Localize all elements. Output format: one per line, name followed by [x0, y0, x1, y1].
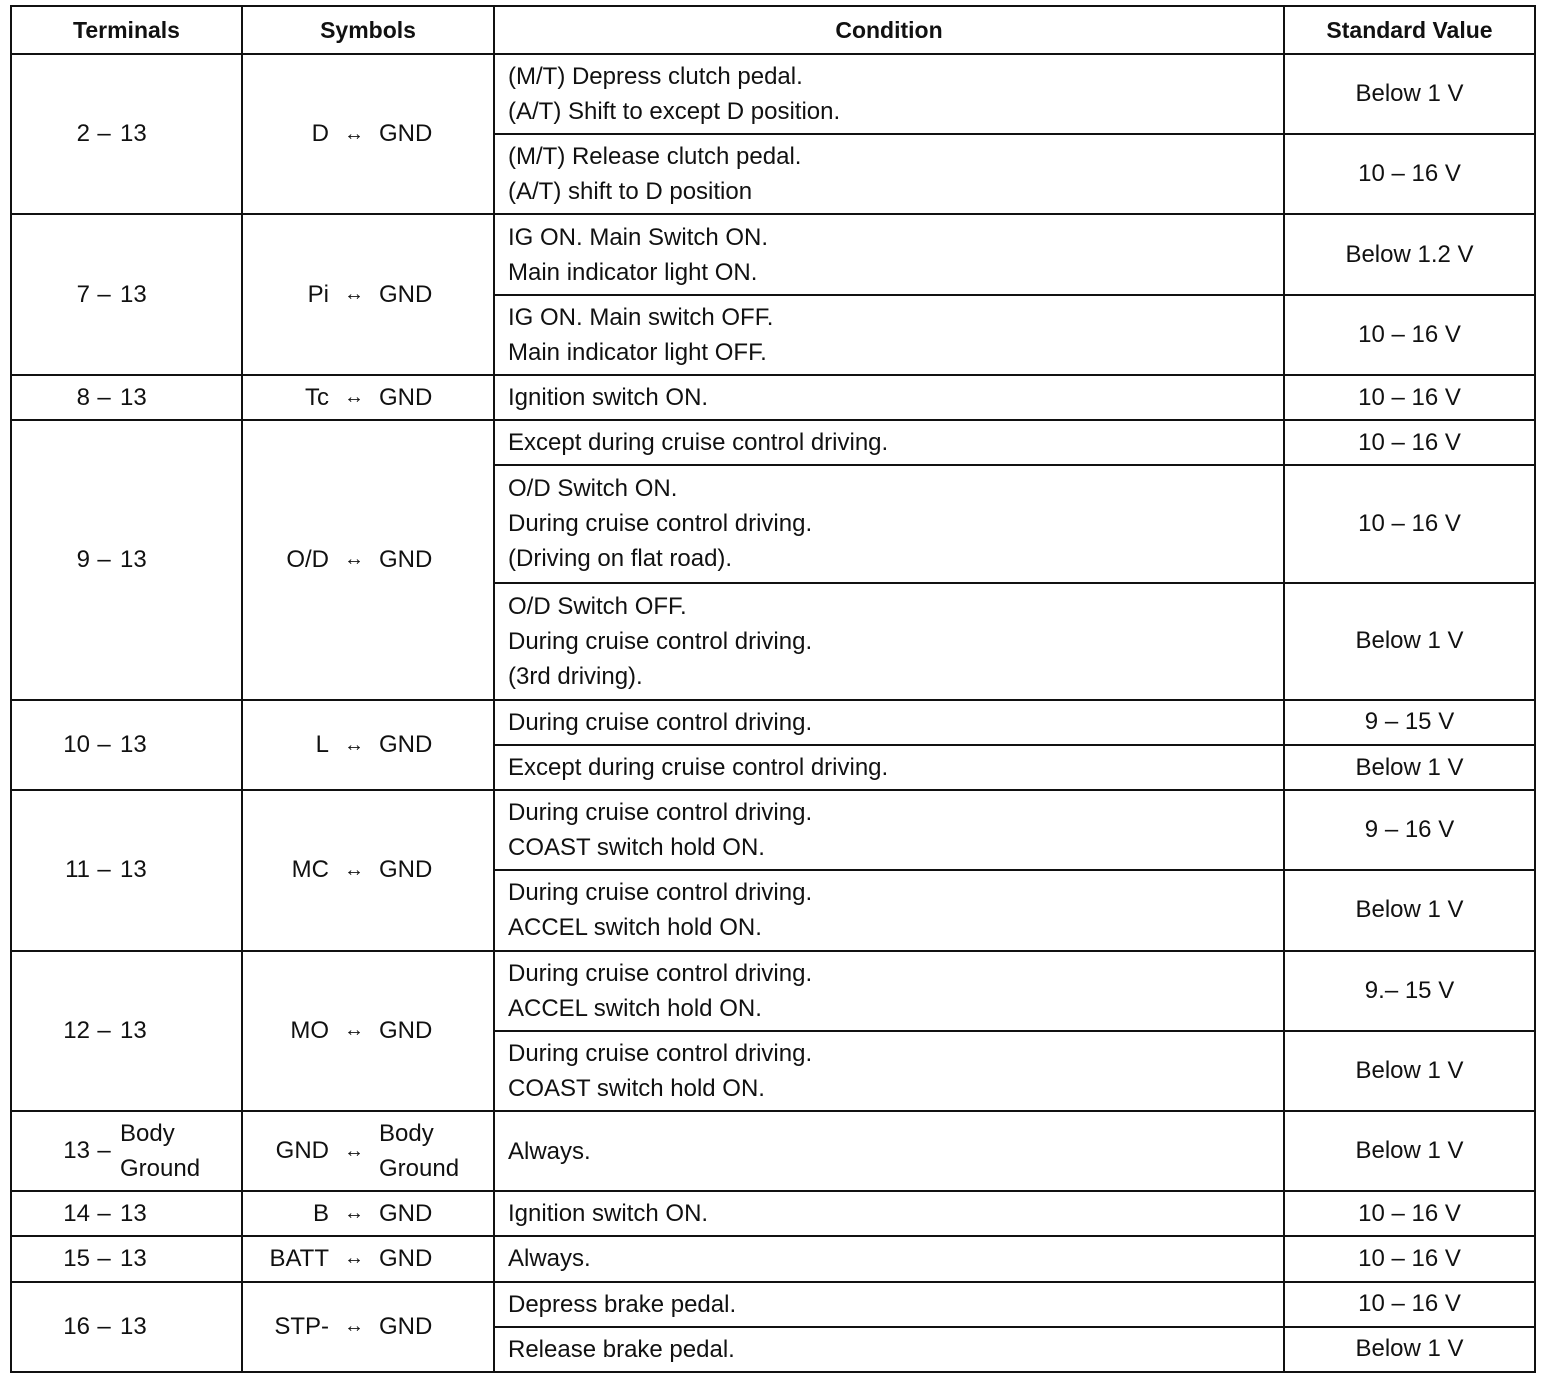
- header-terminals: Terminals: [11, 6, 242, 54]
- header-condition: Condition: [494, 6, 1284, 54]
- terminal-from: 16: [63, 1312, 90, 1340]
- symbols-wrap: [243, 384, 493, 412]
- terminal-from: 13: [63, 1137, 90, 1165]
- symbol-from: BATT: [269, 1244, 329, 1272]
- table-row: [11, 1191, 1535, 1236]
- table-row: [11, 214, 1535, 294]
- condition-line: IG ON. Main switch OFF.: [508, 303, 774, 331]
- terminal-to: 13: [120, 1199, 147, 1227]
- bidirectional-arrow-icon: ↔: [344, 1139, 364, 1162]
- symbol-to-text-word: Ground: [379, 1155, 460, 1183]
- condition-cell: [494, 745, 1284, 790]
- condition-line: Ignition switch ON.: [508, 1200, 709, 1228]
- symbols-wrap: [243, 731, 493, 759]
- terminals-wrap: [12, 856, 241, 884]
- standard-value-cell: Below 1 V: [1284, 870, 1535, 950]
- symbol-to: GND: [379, 383, 433, 411]
- symbol-to: GND: [379, 1312, 433, 1340]
- condition-line: Depress brake pedal.: [508, 1290, 737, 1318]
- terminals-cell: [11, 375, 242, 420]
- standard-value-cell: 9.– 15 V: [1284, 951, 1535, 1031]
- terminals-wrap: [12, 1245, 241, 1273]
- symbol-from: MC: [291, 856, 329, 884]
- condition-line: Always.: [508, 1245, 591, 1273]
- header-symbols: Symbols: [242, 6, 494, 54]
- terminal-dash: –: [97, 1244, 111, 1272]
- terminals-cell: [11, 1282, 242, 1372]
- terminal-dash: –: [97, 1312, 111, 1340]
- condition-cell: [494, 951, 1284, 1031]
- bidirectional-arrow-icon: ↔: [344, 1202, 364, 1225]
- symbols-wrap: [243, 1116, 493, 1186]
- standard-value-cell: Below 1 V: [1284, 583, 1535, 700]
- bidirectional-arrow-icon: ↔: [344, 733, 364, 756]
- condition-line: During cruise control driving.: [508, 708, 813, 736]
- condition-line: COAST switch hold ON.: [508, 1074, 765, 1102]
- terminals-wrap: [12, 1313, 241, 1341]
- bidirectional-arrow-icon: ↔: [344, 858, 364, 881]
- standard-value-cell: Below 1 V: [1284, 54, 1535, 134]
- condition-cell: [494, 54, 1284, 134]
- terminals-cell: [11, 1191, 242, 1236]
- terminal-to: 13: [120, 383, 147, 411]
- terminal-inspection-table: [10, 5, 1536, 1373]
- standard-value-cell: Below 1 V: [1284, 1327, 1535, 1372]
- terminals-wrap: [12, 120, 241, 148]
- symbols-wrap: [243, 546, 493, 574]
- standard-value-cell: Below 1 V: [1284, 1031, 1535, 1111]
- symbols-cell: [242, 790, 494, 950]
- condition-line: O/D Switch ON.: [508, 475, 678, 503]
- standard-value-cell: 10 – 16 V: [1284, 1191, 1535, 1236]
- terminal-from: 14: [63, 1199, 90, 1227]
- bidirectional-arrow-icon: ↔: [344, 1315, 364, 1338]
- table-row: [11, 1111, 1535, 1191]
- symbols-cell: [242, 700, 494, 790]
- condition-line: IG ON. Main Switch ON.: [508, 223, 769, 251]
- terminal-to-text: [120, 1116, 200, 1186]
- standard-value-cell: 10 – 16 V: [1284, 1236, 1535, 1281]
- condition-cell: [494, 420, 1284, 465]
- symbol-from: B: [312, 1199, 329, 1227]
- symbol-to: [379, 1116, 459, 1186]
- condition-line: During cruise control driving.: [508, 1039, 813, 1067]
- symbols-cell: [242, 1191, 494, 1236]
- bidirectional-arrow-icon: ↔: [344, 1247, 364, 1270]
- terminal-to: 13: [120, 1244, 147, 1272]
- table-row: [11, 420, 1535, 465]
- terminal-to: 13: [120, 120, 147, 148]
- terminals-cell: [11, 214, 242, 374]
- condition-line: Main indicator light OFF.: [508, 338, 767, 366]
- terminal-to: 13: [120, 1016, 147, 1044]
- standard-value-cell: 10 – 16 V: [1284, 420, 1535, 465]
- terminals-wrap: [12, 1116, 241, 1186]
- bidirectional-arrow-icon: ↔: [344, 1019, 364, 1042]
- condition-line: (A/T) shift to D position: [508, 178, 753, 206]
- condition-line: During cruise control driving.: [508, 879, 813, 907]
- condition-cell: [494, 700, 1284, 745]
- condition-line: Ignition switch ON.: [508, 384, 709, 411]
- terminals-cell: [11, 1111, 242, 1191]
- terminals-wrap: [12, 1017, 241, 1045]
- condition-line: During cruise control driving.: [508, 959, 813, 987]
- condition-cell: [494, 295, 1284, 375]
- terminal-from: 11: [65, 856, 90, 884]
- symbols-cell: [242, 375, 494, 420]
- header-row: [11, 6, 1535, 54]
- condition-line: O/D Switch OFF.: [508, 592, 687, 620]
- terminal-from: 15: [63, 1244, 90, 1272]
- condition-cell: [494, 1111, 1284, 1191]
- terminal-dash: –: [97, 1199, 111, 1227]
- terminals-wrap: [12, 546, 241, 574]
- terminal-dash: –: [97, 1016, 111, 1044]
- condition-line: During cruise control driving.: [508, 627, 813, 655]
- terminal-dash: –: [97, 120, 111, 148]
- table-body: [11, 54, 1535, 1372]
- table-row: [11, 700, 1535, 745]
- standard-value-cell: 9 – 15 V: [1284, 700, 1535, 745]
- standard-value-cell: 10 – 16 V: [1284, 375, 1535, 420]
- symbols-cell: [242, 420, 494, 700]
- terminal-dash: –: [97, 1137, 111, 1165]
- symbols-wrap: [243, 1245, 493, 1273]
- terminals-cell: [11, 951, 242, 1111]
- condition-cell: [494, 1191, 1284, 1236]
- condition-line: ACCEL switch hold ON.: [508, 994, 762, 1022]
- terminal-to: 13: [120, 856, 147, 884]
- symbols-cell: [242, 1282, 494, 1372]
- condition-line: Release brake pedal.: [508, 1335, 735, 1363]
- condition-line: (Driving on flat road).: [508, 545, 733, 573]
- symbols-cell: [242, 951, 494, 1111]
- terminal-from: 10: [63, 731, 90, 758]
- terminals-wrap: [12, 731, 241, 759]
- terminals-cell: [11, 790, 242, 950]
- terminals-cell: [11, 420, 242, 700]
- standard-value-cell: Below 1 V: [1284, 1111, 1535, 1191]
- symbols-cell: [242, 54, 494, 214]
- header-standard-value: Standard Value: [1284, 6, 1535, 54]
- table-row: [11, 790, 1535, 870]
- terminal-to-text-word: Ground: [120, 1155, 201, 1183]
- condition-cell: [494, 214, 1284, 294]
- standard-value-cell: 10 – 16 V: [1284, 465, 1535, 582]
- standard-value-cell: 10 – 16 V: [1284, 134, 1535, 214]
- symbol-from: Pi: [307, 280, 329, 308]
- condition-cell: [494, 1236, 1284, 1281]
- bidirectional-arrow-icon: ↔: [344, 283, 364, 306]
- symbol-from: MO: [290, 1016, 329, 1044]
- terminal-from: 12: [63, 1016, 90, 1044]
- condition-cell: [494, 870, 1284, 950]
- terminals-cell: [11, 700, 242, 790]
- symbols-wrap: [243, 120, 493, 148]
- symbol-from: Tc: [305, 383, 329, 411]
- symbol-from: D: [311, 120, 329, 148]
- terminal-from: 7: [76, 280, 90, 308]
- symbols-wrap: [243, 856, 493, 884]
- condition-cell: [494, 134, 1284, 214]
- condition-cell: [494, 790, 1284, 870]
- symbol-to: GND: [379, 1199, 433, 1227]
- terminals-wrap: [12, 384, 241, 412]
- condition-line: Always.: [508, 1137, 591, 1165]
- symbol-to: GND: [379, 120, 433, 148]
- symbols-cell: [242, 1236, 494, 1281]
- symbols-wrap: [243, 1200, 493, 1228]
- bidirectional-arrow-icon: ↔: [344, 122, 364, 145]
- symbol-to: GND: [379, 1016, 433, 1044]
- terminal-to: 13: [120, 1312, 147, 1340]
- symbol-to-text: [379, 1116, 459, 1186]
- terminal-from: 9: [76, 545, 90, 573]
- terminal-dash: –: [97, 383, 111, 411]
- condition-cell: [494, 1282, 1284, 1327]
- condition-cell: [494, 1327, 1284, 1372]
- condition-line: Except during cruise control driving.: [508, 754, 889, 782]
- terminal-to: 13: [120, 545, 147, 573]
- terminal-to: 13: [120, 280, 147, 308]
- condition-cell: [494, 465, 1284, 582]
- condition-line: (A/T) Shift to except D position.: [508, 98, 841, 126]
- terminal-to: [118, 1116, 200, 1186]
- condition-line: Except during cruise control driving.: [508, 429, 889, 457]
- terminal-dash: –: [97, 856, 111, 884]
- terminals-wrap: [12, 281, 241, 309]
- table-row: [11, 951, 1535, 1031]
- symbol-to: GND: [379, 280, 433, 308]
- symbols-wrap: [243, 281, 493, 309]
- terminal-to-text-word: Body: [120, 1120, 175, 1148]
- symbol-from: STP-: [274, 1312, 329, 1340]
- condition-cell: [494, 375, 1284, 420]
- standard-value-cell: Below 1 V: [1284, 745, 1535, 790]
- standard-value-cell: 9 – 16 V: [1284, 790, 1535, 870]
- terminals-cell: [11, 1236, 242, 1281]
- symbols-wrap: [243, 1017, 493, 1045]
- symbols-cell: [242, 214, 494, 374]
- symbol-from: L: [315, 731, 329, 758]
- bidirectional-arrow-icon: ↔: [344, 386, 364, 408]
- condition-line: (M/T) Depress clutch pedal.: [508, 63, 803, 91]
- condition-line: During cruise control driving.: [508, 799, 813, 827]
- condition-line: (3rd driving).: [508, 662, 643, 690]
- condition-line: (M/T) Release clutch pedal.: [508, 143, 802, 171]
- condition-line: During cruise control driving.: [508, 510, 813, 538]
- symbol-from: O/D: [286, 545, 329, 573]
- table-row: [11, 1282, 1535, 1327]
- bidirectional-arrow-icon: ↔: [344, 548, 364, 571]
- terminals-cell: [11, 54, 242, 214]
- condition-cell: [494, 1031, 1284, 1111]
- terminal-from: 8: [76, 383, 90, 411]
- table-row: [11, 1236, 1535, 1281]
- terminal-dash: –: [97, 280, 111, 308]
- table-row: [11, 54, 1535, 134]
- condition-line: Main indicator light ON.: [508, 258, 758, 286]
- symbol-to: GND: [379, 1244, 433, 1272]
- standard-value-cell: 10 – 16 V: [1284, 295, 1535, 375]
- symbol-to: GND: [379, 545, 433, 573]
- terminals-wrap: [12, 1200, 241, 1228]
- condition-line: ACCEL switch hold ON.: [508, 914, 762, 942]
- symbols-cell: [242, 1111, 494, 1191]
- terminal-to: 13: [120, 731, 147, 758]
- terminal-dash: –: [97, 731, 111, 758]
- condition-line: COAST switch hold ON.: [508, 834, 765, 862]
- table-row: [11, 375, 1535, 420]
- symbol-to: GND: [379, 856, 433, 884]
- standard-value-cell: Below 1.2 V: [1284, 214, 1535, 294]
- standard-value-cell: 10 – 16 V: [1284, 1282, 1535, 1327]
- condition-cell: [494, 583, 1284, 700]
- terminal-from: 2: [76, 120, 90, 148]
- symbol-from: GND: [275, 1137, 329, 1165]
- symbols-wrap: [243, 1313, 493, 1341]
- symbol-to: GND: [379, 731, 433, 758]
- terminal-dash: –: [97, 545, 111, 573]
- symbol-to-text-word: Body: [379, 1120, 434, 1148]
